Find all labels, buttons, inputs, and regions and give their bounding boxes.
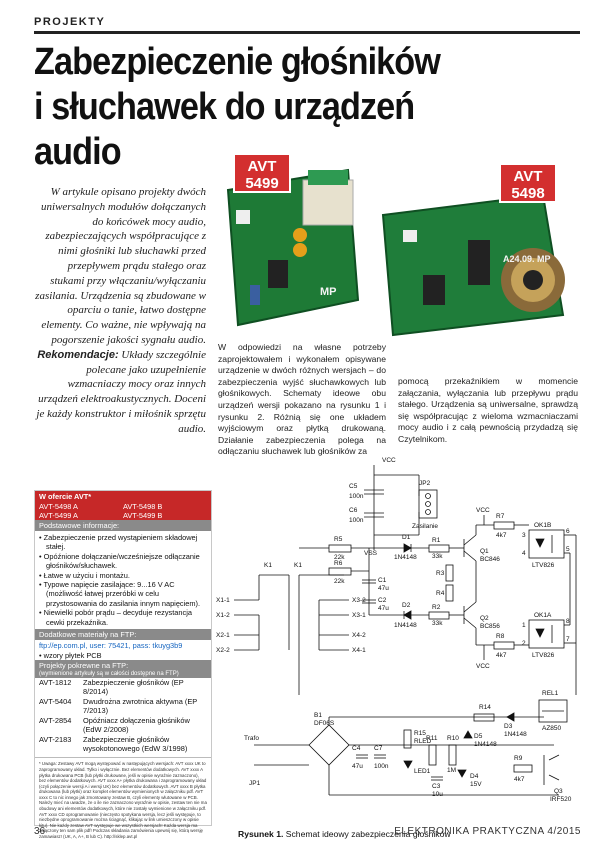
svg-text:DF06S: DF06S (314, 720, 335, 727)
offer-row (35, 511, 211, 520)
svg-text:X1-2: X1-2 (216, 612, 230, 619)
body-column-1: W odpowiedzi na własne potrzeby zaprojektowałem i wykonałem opisywane urządzenie w dwóch różnych wersjach – do zabezpieczenia wyjść słuchawkowych lub głośnikowych. Schematy ideowe obu urządzeń wersji pokazano na rysunku 1 i rysunku 2. Różnią się one układem wyjściowym oraz płytką drukowaną. Działanie zabezpieczenia polega na odłączaniu słuchawek lub głośników za (218, 342, 386, 457)
svg-text:10u: 10u (432, 791, 443, 798)
ftp-header: Dodatkowe materiały na FTP: (35, 629, 211, 640)
svg-text:OK1B: OK1B (534, 522, 552, 529)
info-header: Podstawowe informacje: (35, 520, 211, 531)
badge-left-line-2: 5499 (245, 175, 279, 192)
svg-text:IRF520: IRF520 (550, 796, 572, 803)
svg-text:C6: C6 (349, 507, 358, 514)
recommendation-text: Układy szczególnie polecane jako uzupełnienie wzmacniaczy mocy oraz innych urządzeń elektroakustycznych. Doceni je każdy konstruktor i miłośnik sprzętu audio. (36, 348, 206, 435)
related-project: AVT-2854 Opóźniacz dołączenia głośników (EdW 2/2008) (39, 715, 190, 735)
svg-text:47u: 47u (352, 763, 363, 770)
svg-text:JP1: JP1 (249, 780, 261, 787)
svg-text:VCC: VCC (476, 507, 490, 514)
lead-text: W artykule opisano projekty dwóch uniwersalnych modułów dołączanych do końcówek mocy audio, zabezpieczających współpracujące z nimi głośniki lub słuchawki przed przepływem prądu stałego oraz stukami przy włączaniu/wyłączaniu zasilania. Urządzenia są zbudowane w oparciu o tanie, łatwo dostępne elementy. Co ważne, nie wpływają na pogorszenie jakości sygnału audio. (35, 186, 206, 346)
svg-text:33k: 33k (432, 620, 443, 627)
svg-text:D3: D3 (504, 723, 513, 730)
svg-text:R15: R15 (414, 730, 426, 737)
svg-text:D4: D4 (470, 773, 479, 780)
pcb-mark-left: MP (320, 286, 337, 298)
svg-text:VCC: VCC (382, 457, 396, 464)
svg-text:2: 2 (522, 640, 526, 647)
svg-text:X3-1: X3-1 (352, 612, 366, 619)
svg-text:JP2: JP2 (419, 480, 431, 487)
svg-text:4: 4 (522, 550, 526, 557)
svg-text:R4: R4 (436, 590, 445, 597)
svg-text:33k: 33k (432, 553, 443, 560)
svg-text:LTV826: LTV826 (532, 652, 555, 659)
badge-right-line-1: AVT (513, 168, 543, 185)
version-notes: * Uwaga: Zestawy AVT mogą występować w następujących wersjach: AVT xxxx UK to zaprogramowany układ. Tylko i wyłącznie. Bez elementów dodatkowych. AVT xxxx A płytka drukowana PCB (lub płytki drukowane, jeśli w opisie wyraźnie zaznaczono), bez elementów dodatkowych. AVT xxxx A+ płytka drukowana i zaprogramowany układ (czyli połączenie wersji A i wersji UK) bez elementów dodatkowych. AVT xxxx B płytka drukowana (lub płytki) oraz komplet elementów wymienionych w załączniku pdf. AVT xxxx C to nic innego jak zmontowany zestaw B, czyli elementy wlutowane w PCB. Należy mieć na uwadze, że o ile nie zaznaczono wyraźnie w opisie, zestaw ten nie ma obudowy ani elementów dodatkowych, które nie zostały wymienione w załączniku pdf. AVT xxxx CD oprogramowanie (nieczęsto spotykana wersja, lecz jeśli występuje, to niezbędne oprogramowanie można ściągnąć, klikając w link umieszczony w opisie kitu). Nie każdy zestaw AVT występuje we wszystkich wersjach! Każda wersja ma załączony ten sam plik pdf! Podczas składania zamówienia upewnij się, którą wersję zamawiasz! (UK, A, A+, B lub C). http://sklep.avt.pl (35, 757, 211, 842)
svg-text:100n: 100n (349, 493, 364, 500)
offer-item: AVT-5499 B (123, 511, 163, 520)
offer-item: AVT-5498 A (39, 502, 78, 511)
svg-text:R1: R1 (432, 537, 441, 544)
svg-text:OK1A: OK1A (534, 612, 552, 619)
offer-item: AVT-5498 B (123, 502, 163, 511)
svg-text:Trafo: Trafo (244, 735, 259, 742)
svg-text:C5: C5 (349, 483, 358, 490)
svg-text:C2: C2 (378, 597, 387, 604)
title-line-3: audio (34, 131, 121, 173)
offer-item: AVT-5499 A (39, 511, 78, 520)
svg-text:3: 3 (522, 532, 526, 539)
svg-text:D2: D2 (402, 602, 411, 609)
related-project: AVT-1812 Zabezpieczenie głośników (EP 8/2014) (39, 678, 184, 697)
svg-text:Q2: Q2 (480, 615, 489, 622)
svg-text:1N4148: 1N4148 (394, 554, 417, 561)
ftp-item: • wzory płytek PCB (39, 651, 102, 661)
svg-text:D1: D1 (402, 534, 411, 541)
pcb-board-right (383, 195, 565, 335)
svg-text:C1: C1 (378, 577, 387, 584)
schematic-diagram (214, 455, 584, 825)
svg-text:1M: 1M (447, 767, 457, 774)
info-item: • Opóźnione dołączanie/wcześniejsze odłączanie głośników/słuchawek. (39, 551, 200, 571)
svg-text:Q1: Q1 (480, 548, 489, 555)
svg-text:22k: 22k (334, 578, 345, 585)
svg-text:VCC: VCC (476, 663, 490, 670)
svg-text:Q3: Q3 (554, 788, 563, 795)
info-item: • Łatwe w użyciu i montażu. (39, 570, 130, 580)
svg-text:100n: 100n (349, 517, 364, 524)
svg-text:6: 6 (566, 528, 570, 535)
svg-text:22k: 22k (334, 554, 345, 561)
svg-text:1N4148: 1N4148 (394, 622, 417, 629)
info-list (35, 531, 211, 629)
product-photo (208, 150, 580, 340)
pcb-mark-right: A24.09. MP (503, 254, 551, 264)
section-label: PROJEKTY (34, 16, 106, 28)
ftp-link[interactable]: ftp://ep.com.pl, user: 75421, pass: tkuyg3b9 (39, 641, 183, 651)
svg-text:47u: 47u (378, 585, 389, 592)
info-item: • Typowe napięcie zasilające: 9...16 V AC (możliwość łatwej przeróbki w celu przystosowania do zasilania innym napięciem). (39, 580, 201, 608)
badge-right-line-2: 5498 (511, 185, 545, 202)
badge-avt5499 (234, 154, 290, 192)
svg-text:RLED: RLED (414, 738, 432, 745)
svg-text:R5: R5 (334, 536, 343, 543)
svg-text:K1: K1 (264, 562, 272, 569)
svg-text:R8: R8 (496, 633, 505, 640)
magazine-footer: ELEKTRONIKA PRAKTYCZNA 4/2015 (394, 826, 581, 837)
svg-text:15V: 15V (470, 781, 482, 788)
svg-text:7: 7 (566, 636, 570, 643)
svg-text:R3: R3 (436, 570, 445, 577)
lead-paragraph (34, 185, 206, 437)
svg-text:100n: 100n (374, 763, 389, 770)
pcb-board-left (228, 170, 358, 325)
badge-left-line-1: AVT (247, 158, 277, 175)
svg-text:R9: R9 (514, 755, 523, 762)
svg-text:BC846: BC846 (480, 556, 500, 563)
svg-text:8: 8 (566, 618, 570, 625)
svg-text:5: 5 (566, 546, 570, 553)
svg-text:1: 1 (522, 622, 526, 629)
svg-text:C7: C7 (374, 745, 383, 752)
svg-text:VSS: VSS (364, 550, 378, 557)
svg-text:R10: R10 (447, 735, 459, 742)
svg-text:AZ850: AZ850 (542, 725, 562, 732)
svg-text:4k7: 4k7 (514, 776, 525, 783)
related-project: AVT-2183 Zabezpieczenie głośników wysokotonowego (EdW 3/1998) (39, 734, 188, 753)
svg-text:X2-1: X2-1 (216, 632, 230, 639)
info-item: • Niewielki pobór prądu – decyduje rezystancja cewki przekaźnika. (39, 608, 192, 627)
header-rule (34, 31, 580, 34)
svg-text:B1: B1 (314, 712, 322, 719)
svg-text:R11: R11 (426, 735, 438, 742)
caption-label: Rysunek 1. (238, 829, 284, 839)
svg-text:Zasilanie: Zasilanie (412, 523, 439, 530)
svg-text:X2-2: X2-2 (216, 647, 230, 654)
svg-text:1N4148: 1N4148 (504, 731, 527, 738)
badge-avt5498 (500, 164, 556, 202)
svg-text:4k7: 4k7 (496, 652, 507, 659)
body-column-2: pomocą przekaźnikiem w momencie załączania, wyłączania lub przepływu prądu stałego. Urządzenia są uniwersalne, sprawdzą się współpracując z wieloma wzmacniaczami mocy audio i z całą pewnością przydadzą się Czytelnikom. (398, 376, 578, 444)
svg-text:R6: R6 (334, 560, 343, 567)
svg-text:BC856: BC856 (480, 623, 500, 630)
related-project: AVT-5404 Dwudrożna zwrotnica aktywna (EP 7/2013) (39, 696, 198, 716)
svg-text:C3: C3 (432, 783, 441, 790)
svg-text:X4-2: X4-2 (352, 632, 366, 639)
offer-row (35, 502, 211, 511)
related-subheader: (wymienione artykuły są w całości dostępne na FTP) (35, 671, 211, 678)
svg-text:1N4148: 1N4148 (474, 741, 497, 748)
svg-text:X4-1: X4-1 (352, 647, 366, 654)
svg-text:X1-1: X1-1 (216, 597, 230, 604)
caption-text: Schemat ideowy zabezpieczenia głośników (285, 829, 451, 839)
svg-text:LED1: LED1 (414, 768, 431, 775)
svg-text:X3-2: X3-2 (352, 597, 366, 604)
svg-text:LTV826: LTV826 (532, 562, 555, 569)
related-header: Projekty pokrewne na FTP: (35, 660, 211, 671)
svg-text:K1: K1 (294, 562, 302, 569)
svg-text:R2: R2 (432, 604, 441, 611)
svg-text:REL1: REL1 (542, 690, 559, 697)
info-item: • Zabezpieczenie przed wystąpieniem składowej stałej. (39, 533, 198, 552)
recommendation-label: Rekomendacje: (37, 348, 119, 361)
svg-text:D5: D5 (474, 733, 483, 740)
title-line-2: i słuchawek do urządzeń (34, 86, 415, 128)
svg-text:47u: 47u (378, 605, 389, 612)
schematic-labels (216, 457, 572, 803)
svg-text:4k7: 4k7 (496, 532, 507, 539)
svg-text:R14: R14 (479, 704, 491, 711)
offer-header: W ofercie AVT* (35, 491, 211, 502)
title-line-1: Zabezpieczenie głośników (34, 41, 441, 83)
svg-text:R7: R7 (496, 513, 505, 520)
svg-text:C4: C4 (352, 745, 361, 752)
page-number: 36 (34, 826, 46, 837)
